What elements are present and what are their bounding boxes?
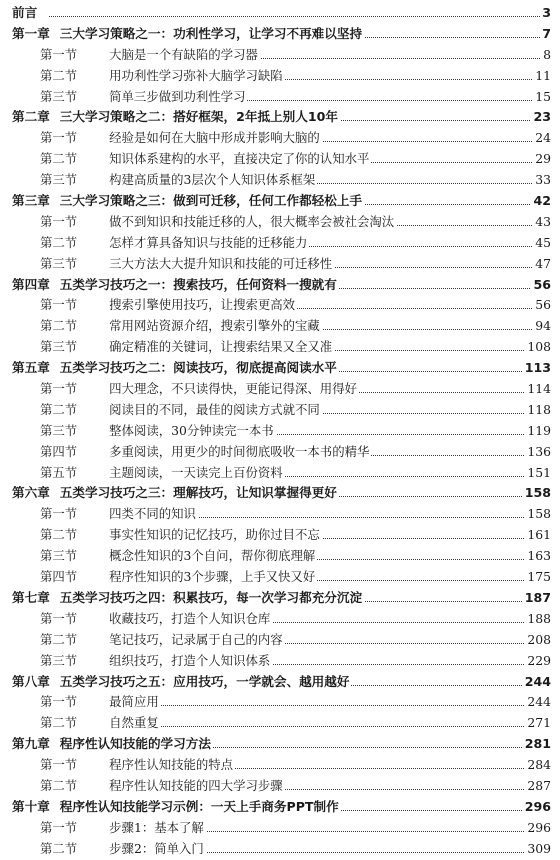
toc-section-row[interactable]	[0, 149, 560, 170]
toc-entry-label	[40, 213, 396, 231]
toc-entry-label	[12, 25, 364, 43]
chapter-number: 第二章	[12, 109, 50, 125]
section-number: 第一节	[40, 381, 78, 397]
section-title: 四大理念，不只读得快，更能记得深、用得好	[109, 381, 357, 397]
page-number: 244	[527, 694, 551, 710]
page-number: 188	[527, 610, 551, 626]
toc-section-row[interactable]	[0, 421, 560, 442]
toc-section-row[interactable]	[0, 525, 560, 546]
toc-entry-label	[12, 4, 49, 22]
toc-section-row[interactable]	[0, 212, 560, 233]
toc-section-row[interactable]	[0, 337, 560, 358]
section-title: 自然重复	[109, 715, 159, 731]
page-number: 163	[527, 548, 551, 564]
page-number: 296	[524, 798, 551, 814]
section-number: 第二节	[40, 67, 78, 83]
page-number: 8	[543, 46, 551, 62]
section-title: 简单三步做到功利性学习	[109, 88, 246, 104]
page-number: 33	[535, 172, 551, 188]
section-number: 第二节	[40, 151, 78, 167]
section-number: 第一节	[40, 610, 78, 626]
toc-chapter-row[interactable]	[0, 734, 560, 755]
page-number: 11	[535, 67, 551, 83]
page-number: 3	[542, 5, 551, 20]
page-number: 309	[527, 840, 551, 856]
section-number: 第一节	[40, 46, 78, 62]
section-number: 第一节	[40, 694, 78, 710]
page-number: 244	[524, 673, 551, 689]
section-title: 构建高质量的3层次个人知识体系框架	[109, 172, 316, 188]
page-number: 284	[527, 757, 551, 773]
toc-entry-label	[40, 317, 322, 335]
toc-entry-label	[40, 422, 276, 440]
toc-section-row[interactable]	[0, 128, 560, 149]
section-number: 第三节	[40, 172, 78, 188]
section-title: 用功利性学习弥补大脑学习缺陷	[109, 67, 283, 83]
toc-chapter-row[interactable]	[0, 358, 560, 379]
chapter-number: 第七章	[12, 589, 50, 605]
section-number: 第二节	[40, 234, 78, 250]
section-title: 收藏技巧，打造个人知识仓库	[109, 610, 271, 626]
toc-entry-label	[40, 255, 334, 273]
chapter-title: 程序性认知技能学习示例：一天上手商务PPT制作	[59, 798, 339, 814]
toc-section-row[interactable]	[0, 442, 560, 463]
section-number: 第三节	[40, 339, 78, 355]
toc-chapter-row[interactable]	[0, 275, 560, 296]
section-title: 步骤2：简单入门	[109, 840, 204, 856]
toc-chapter-row[interactable]	[0, 672, 560, 693]
page-number: 23	[533, 109, 551, 125]
section-title: 怎样才算具备知识与技能的迁移能力	[109, 234, 308, 250]
page-number: 151	[527, 464, 551, 480]
section-number: 第四节	[40, 443, 78, 459]
section-number: 第一节	[40, 297, 78, 313]
toc-section-row[interactable]	[0, 87, 560, 108]
toc-section-row[interactable]	[0, 630, 560, 651]
page-number: 56	[533, 276, 551, 292]
page-number: 47	[535, 255, 551, 271]
toc-entry-label	[40, 46, 260, 64]
section-number: 第三节	[40, 255, 78, 271]
page-number: 108	[527, 339, 551, 355]
section-title: 做不到知识和技能迁移的人，很大概率会被社会淘汰	[109, 213, 395, 229]
toc-entry-label	[40, 777, 285, 795]
toc-entry-label	[40, 380, 359, 398]
chapter-title: 五类学习技巧之一：搜索技巧，任何资料一搜就有	[59, 276, 337, 292]
section-number: 第三节	[40, 652, 78, 668]
toc-section-row[interactable]	[0, 316, 560, 337]
chapter-number: 第五章	[12, 360, 50, 376]
section-number: 第三节	[40, 88, 78, 104]
page-number: 56	[535, 297, 551, 313]
toc-chapter-row[interactable]	[0, 3, 560, 24]
toc-entry-label	[40, 840, 206, 858]
page-number: 118	[527, 401, 551, 417]
toc-section-row[interactable]	[0, 818, 560, 839]
section-number: 第一节	[40, 819, 78, 835]
section-title: 知识体系建构的水平，直接决定了你的认知水平	[109, 151, 370, 167]
chapter-title: 五类学习技巧之四：积累技巧，每一次学习都充分沉淀	[59, 589, 363, 605]
chapter-title: 五类学习技巧之五：应用技巧，一学就会、越用越好	[59, 673, 350, 689]
page-number: 15	[535, 88, 551, 104]
section-number: 第三节	[40, 548, 78, 564]
toc-chapter-row[interactable]	[0, 483, 560, 504]
chapter-title: 三大学习策略之一：功利性学习，让学习不再难以坚持	[59, 25, 363, 41]
page-number: 119	[527, 422, 551, 438]
page-number: 42	[533, 193, 551, 209]
toc-entry-label	[40, 505, 198, 523]
toc-chapter-row[interactable]	[0, 797, 560, 818]
dot-leader	[20, 16, 548, 17]
page-number: 114	[527, 381, 551, 397]
toc-section-row[interactable]	[0, 776, 560, 797]
section-number: 第二节	[40, 840, 78, 856]
toc-entry-label	[40, 610, 272, 628]
chapter-number: 第一章	[12, 25, 50, 41]
toc-entry-label	[40, 171, 317, 189]
page-number: 94	[535, 318, 551, 334]
page-number: 158	[527, 506, 551, 522]
section-title: 笔记技巧，记录属于自己的内容	[109, 631, 283, 647]
chapter-number: 第八章	[12, 673, 50, 689]
toc-section-row[interactable]	[0, 463, 560, 484]
page-number: 136	[527, 443, 551, 459]
section-number: 第二节	[40, 318, 78, 334]
section-number: 第二节	[40, 631, 78, 647]
chapter-title: 三大学习策略之三：做到可迁移，任何工作都轻松上手	[59, 193, 363, 209]
toc-section-row[interactable]	[0, 233, 560, 254]
page-number: 29	[535, 151, 551, 167]
toc-section-row[interactable]	[0, 379, 560, 400]
page-number: 7	[542, 25, 551, 41]
section-title: 多重阅读，用更少的时间彻底吸收一本书的精华	[109, 443, 370, 459]
toc-entry-label	[40, 401, 322, 419]
toc-entry-label	[40, 338, 334, 356]
page-number: 187	[524, 589, 551, 605]
toc-entry-label	[40, 67, 285, 85]
toc-section-row[interactable]	[0, 609, 560, 630]
toc-section-row[interactable]	[0, 755, 560, 776]
section-title: 四类不同的知识	[109, 506, 196, 522]
chapter-title: 三大学习策略之二：搭好框架，2年抵上别人10年	[59, 109, 338, 125]
section-number: 第四节	[40, 569, 78, 585]
toc-section-row[interactable]	[0, 504, 560, 525]
section-title: 组织技巧，打造个人知识体系	[109, 652, 271, 668]
toc-entry-label	[40, 234, 309, 252]
section-title: 主题阅读，一天读完上百份资料	[109, 464, 283, 480]
page-number: 271	[527, 715, 551, 731]
toc-entry-label	[40, 443, 371, 461]
chapter-title: 程序性认知技能的学习方法	[59, 736, 211, 752]
chapter-number: 第九章	[12, 736, 50, 752]
toc-entry-label	[40, 819, 206, 837]
toc-section-row[interactable]	[0, 45, 560, 66]
toc-section-row[interactable]	[0, 546, 560, 567]
page-number: 43	[535, 213, 551, 229]
page-number: 229	[527, 652, 551, 668]
toc-entry-label	[40, 568, 317, 586]
toc-chapter-row[interactable]	[0, 24, 560, 45]
toc-section-row[interactable]	[0, 66, 560, 87]
chapter-number: 第四章	[12, 276, 50, 292]
chapter-number: 第十章	[12, 798, 50, 814]
toc-entry-label	[40, 631, 285, 649]
section-number: 第三节	[40, 422, 78, 438]
toc-entry-label	[40, 547, 317, 565]
chapter-number: 第六章	[12, 485, 50, 501]
toc-entry-label	[40, 526, 322, 544]
section-title: 常用网站资源介绍，搜索引擎外的宝藏	[109, 318, 320, 334]
toc-section-row[interactable]	[0, 400, 560, 421]
section-title: 经验是如何在大脑中形成并影响大脑的	[109, 130, 320, 146]
toc-entry-label	[12, 192, 364, 210]
page-number: 161	[527, 527, 551, 543]
toc-entry-label	[40, 150, 371, 168]
section-title: 程序性知识的3个步骤，上手又快又好	[109, 569, 316, 585]
section-title: 确定精准的关键词，让搜索结果又全又准	[109, 339, 333, 355]
toc-entry-label	[12, 276, 339, 294]
toc-entry-label	[40, 464, 285, 482]
toc-entry-label	[12, 673, 351, 691]
toc-section-row[interactable]	[0, 295, 560, 316]
toc-entry-label	[40, 756, 235, 774]
section-title: 程序性认知技能的特点	[109, 757, 234, 773]
toc-entry-label	[12, 798, 341, 816]
toc-section-row[interactable]	[0, 713, 560, 734]
page-number: 45	[535, 234, 551, 250]
toc-entry-label	[12, 589, 364, 607]
toc-section-row[interactable]	[0, 567, 560, 588]
toc-entry-label	[40, 652, 272, 670]
section-number: 第一节	[40, 757, 78, 773]
section-title: 步骤1：基本了解	[109, 819, 204, 835]
section-number: 第一节	[40, 506, 78, 522]
toc-entry-label	[12, 108, 340, 126]
page-number: 208	[527, 631, 551, 647]
section-number: 第二节	[40, 527, 78, 543]
page-number: 158	[524, 485, 551, 501]
chapter-title: 五类学习技巧之三：理解技巧，让知识掌握得更好	[59, 485, 337, 501]
page-number: 281	[524, 736, 551, 752]
toc-entry-label	[40, 693, 161, 711]
section-number: 第一节	[40, 130, 78, 146]
toc-entry-label	[40, 296, 297, 314]
section-title: 搜索引擎使用技巧，让搜索更高效	[109, 297, 296, 313]
toc-section-row[interactable]	[0, 170, 560, 191]
section-title: 整体阅读，30分钟读完一本书	[109, 422, 274, 438]
section-title: 概念性知识的3个自问，帮你彻底理解	[109, 548, 316, 564]
section-number: 第二节	[40, 777, 78, 793]
section-number: 第二节	[40, 401, 78, 417]
section-title: 三大方法大大提升知识和技能的可迁移性	[109, 255, 333, 271]
chapter-number: 前言	[12, 5, 38, 20]
section-title: 程序性认知技能的四大学习步骤	[109, 777, 283, 793]
chapter-title: 五类学习技巧之二：阅读技巧，彻底提高阅读水平	[59, 360, 337, 376]
section-title: 事实性知识的记忆技巧，助你过目不忘	[109, 527, 320, 543]
section-title: 阅读目的不同，最佳的阅读方式就不同	[109, 401, 320, 417]
section-number: 第五节	[40, 464, 78, 480]
page-number: 296	[527, 819, 551, 835]
toc-entry-label	[40, 129, 322, 147]
toc-entry-label	[12, 484, 339, 502]
toc-entry-label	[40, 714, 161, 732]
toc-chapter-row[interactable]	[0, 588, 560, 609]
page-number: 113	[524, 360, 551, 376]
toc-chapter-row[interactable]	[0, 107, 560, 128]
section-number: 第二节	[40, 715, 78, 731]
toc-entry-label	[12, 735, 213, 753]
page-number: 24	[535, 130, 551, 146]
section-number: 第一节	[40, 213, 78, 229]
page-number: 287	[527, 777, 551, 793]
toc-entry-label	[40, 88, 247, 106]
toc-section-row[interactable]	[0, 692, 560, 713]
section-title: 最简应用	[109, 694, 159, 710]
toc-section-row[interactable]	[0, 254, 560, 275]
toc-section-row[interactable]	[0, 839, 560, 860]
toc-entry-label	[12, 359, 339, 377]
section-title: 大脑是一个有缺陷的学习器	[109, 46, 258, 62]
toc-chapter-row[interactable]	[0, 191, 560, 212]
toc-section-row[interactable]	[0, 651, 560, 672]
chapter-number: 第三章	[12, 193, 50, 209]
page-number: 175	[527, 569, 551, 585]
